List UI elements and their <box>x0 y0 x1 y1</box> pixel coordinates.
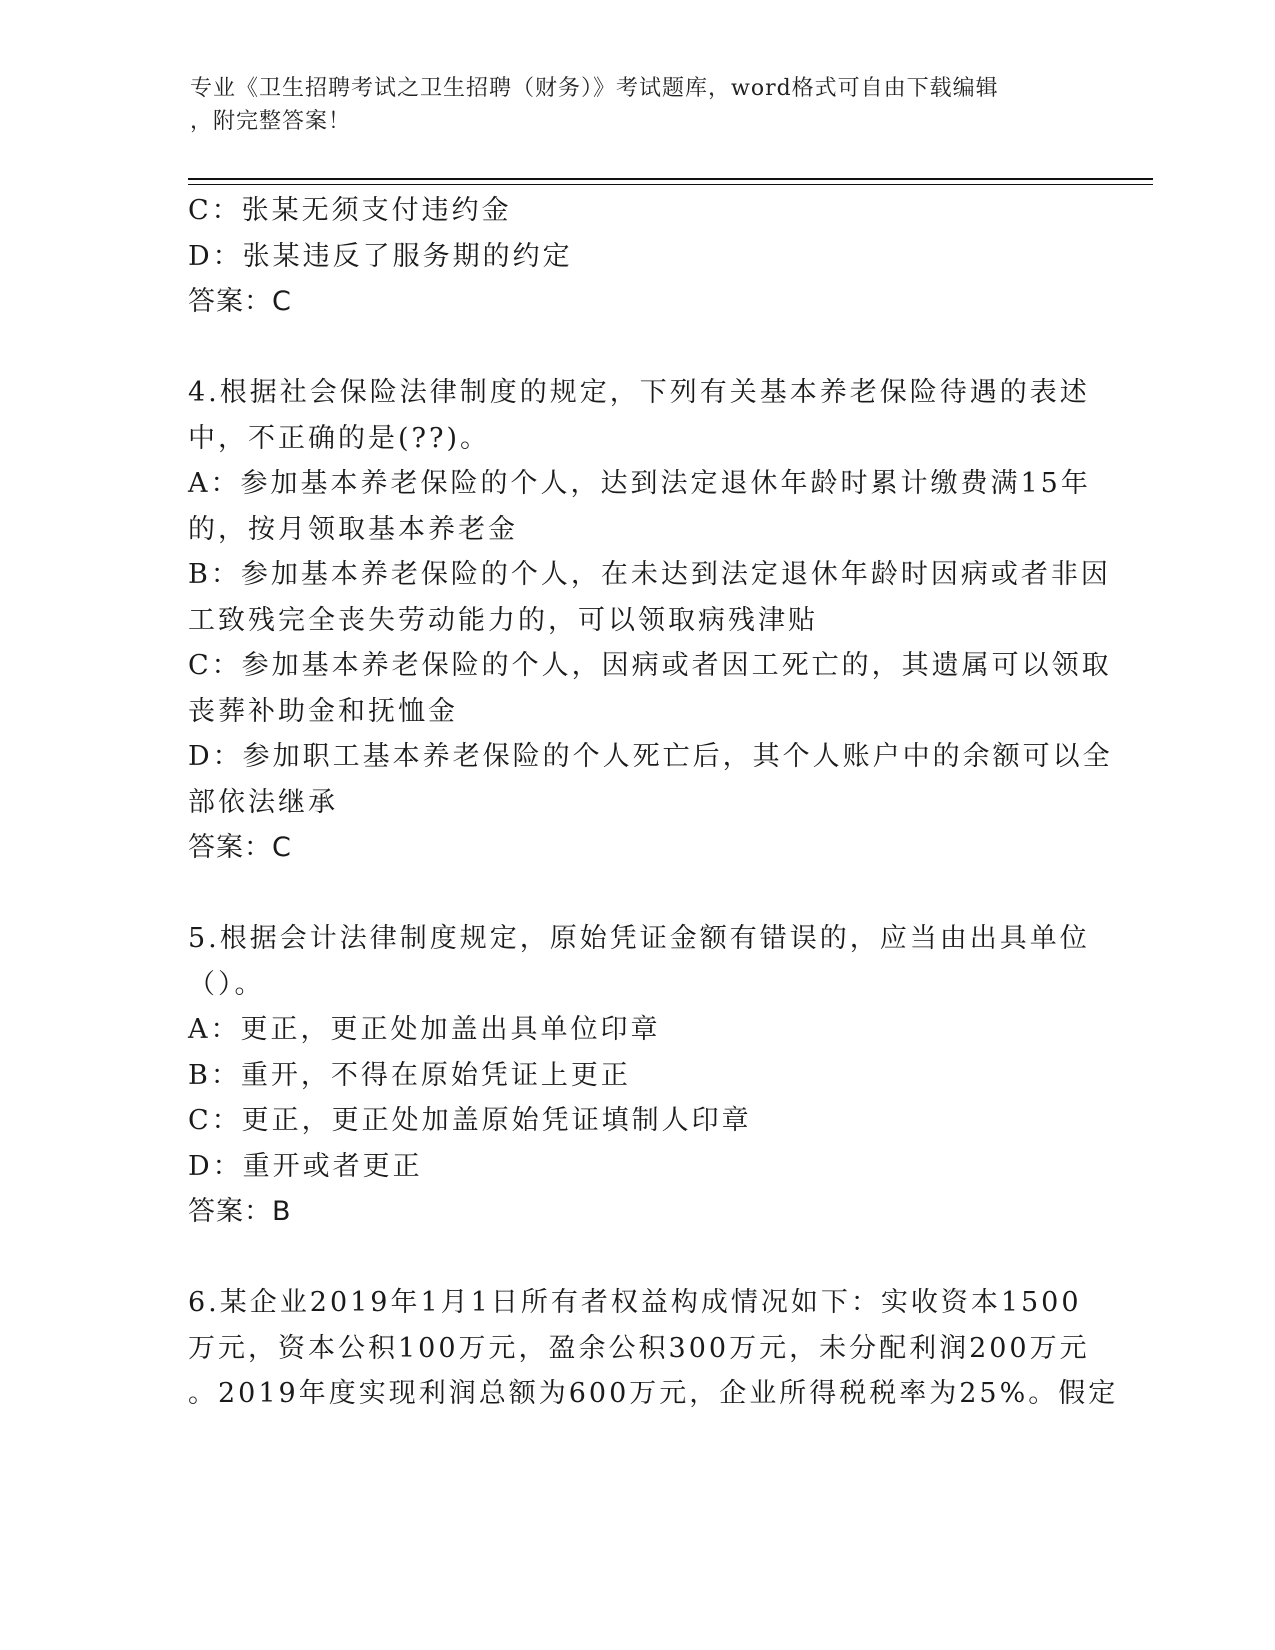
q4-option-a-line-2: 的，按月领取基本养老金 <box>188 513 518 545</box>
q4-stem-line-1: 4.根据社会保险法律制度的规定，下列有关基本养老保险待遇的表述 <box>188 377 1090 408</box>
q5-stem-line-2: （）。 <box>188 968 265 1000</box>
q3-answer: 答案：C <box>188 286 292 317</box>
q5-option-c: C：更正，更正处加盖原始凭证填制人印章 <box>188 1105 752 1136</box>
q3-option-d: D：张某违反了服务期的约定 <box>188 240 573 272</box>
q6-stem-line-2: 万元，资本公积100万元，盈余公积300万元，未分配利润200万元 <box>188 1332 1090 1364</box>
q5-option-a: A：更正，更正处加盖出具单位印章 <box>188 1014 661 1045</box>
q4-option-b-line-1: B：参加基本养老保险的个人，在未达到法定退休年龄时因病或者非因 <box>188 559 1111 590</box>
q4-stem-line-2: 中，不正确的是(??)。 <box>188 422 491 454</box>
q4-option-a-line-1: A：参加基本养老保险的个人，达到法定退休年龄时累计缴费满15年 <box>188 468 1091 499</box>
document-header <box>190 72 1090 138</box>
q5-stem-line-1: 5.根据会计法律制度规定，原始凭证金额有错误的，应当由出具单位 <box>188 923 1090 954</box>
q4-option-d-line-1: D：参加职工基本养老保险的个人死亡后，其个人账户中的余额可以全 <box>188 741 1113 772</box>
q6-stem-line-1: 6.某企业2019年1月1日所有者权益构成情况如下：实收资本1500 <box>188 1287 1082 1318</box>
q4-option-c-line-2: 丧葬补助金和抚恤金 <box>188 695 458 727</box>
q4-answer: 答案：C <box>188 832 292 863</box>
header-line-1: 专业《卫生招聘考试之卫生招聘（财务）》考试题库，word格式可自由下载编辑 <box>190 76 999 101</box>
spacer <box>188 325 1088 371</box>
q4-option-b-line-2: 工致残完全丧失劳动能力的，可以领取病残津贴 <box>188 604 818 636</box>
spacer <box>188 1235 1088 1281</box>
header-line-2: ，附完整答案！ <box>190 109 352 134</box>
q5-option-d: D：重开或者更正 <box>188 1150 423 1182</box>
question-content <box>188 188 1119 1417</box>
spacer <box>188 871 1088 917</box>
q6-stem-line-3: 。2019年度实现利润总额为600万元，企业所得税税率为25%。假定 <box>188 1378 1119 1409</box>
q5-answer: 答案：B <box>188 1196 292 1227</box>
q4-option-c-line-1: C：参加基本养老保险的个人，因病或者因工死亡的，其遗属可以领取 <box>188 650 1112 681</box>
header-divider-thin <box>188 184 1153 185</box>
q4-option-d-line-2: 部依法继承 <box>188 786 338 818</box>
q5-option-b: B：重开，不得在原始凭证上更正 <box>188 1059 631 1091</box>
header-divider-thick <box>188 178 1153 180</box>
q3-option-c: C：张某无须支付违约金 <box>188 195 512 226</box>
